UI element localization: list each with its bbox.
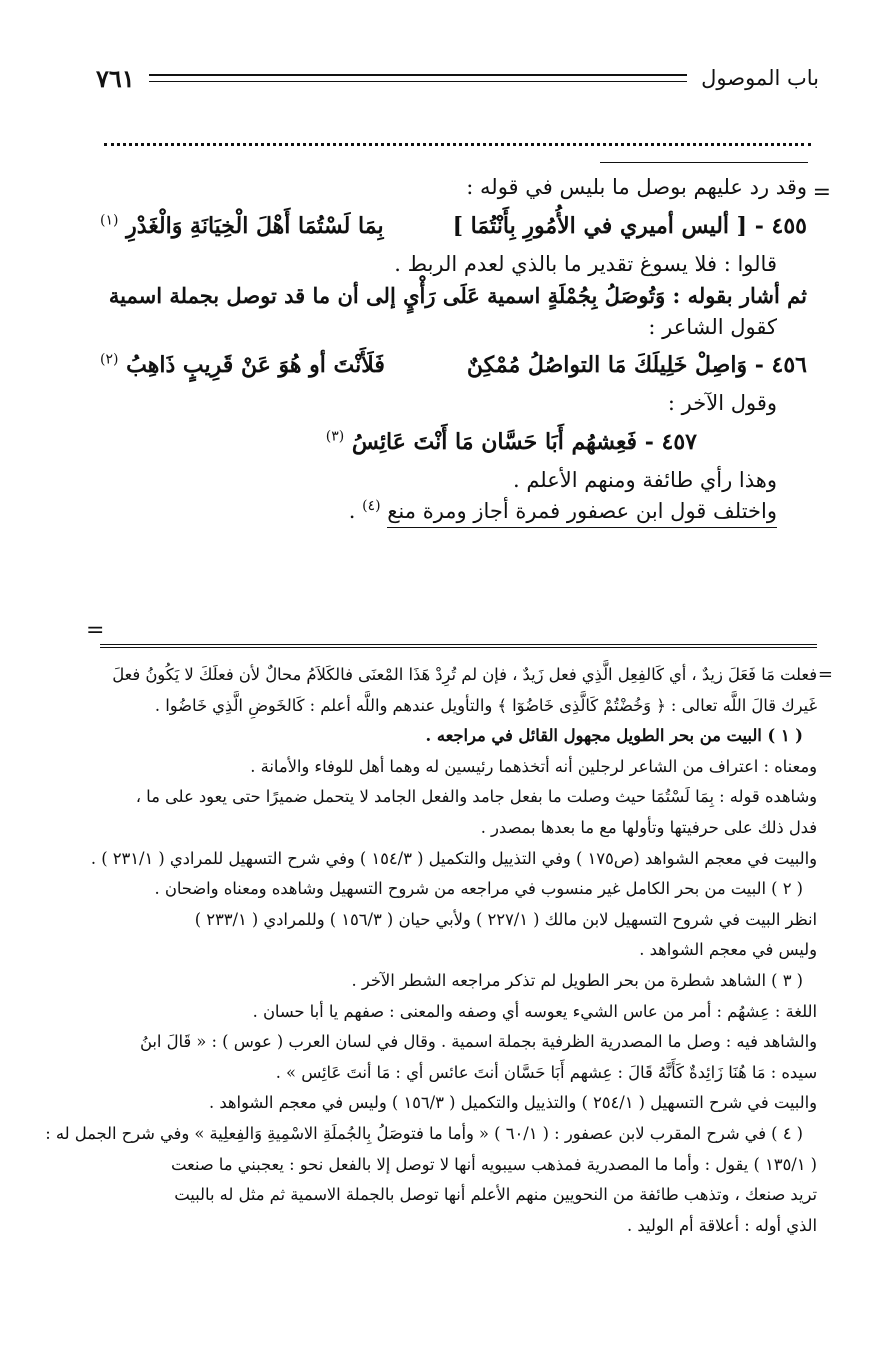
footnote-line: تريد صنعك ، وتذهب طائفة من النحويين منهم الأعلم أنها توصل بالجملة الاسمية ثم مثل له بالبيت (174, 1185, 817, 1205)
footnote-separator (100, 644, 817, 648)
verse-first-hemistich: وَاصِلْ خَلِيلَكَ مَا التواصُلُ مُمْكِنٌ (466, 352, 748, 378)
footnote-line: ( ١٣٥/١ ) يقول : وأما ما المصدرية فمذهب سيبويه أنها لا توصل إلا بالفعل نحو : يعجبني ما صنعت (171, 1154, 817, 1174)
footnote-line: ومعناه : اعتراف من الشاعر لرجلين أنه أتخذهما رئيسين له وهما أهل للوفاء والأمانة . (250, 756, 817, 776)
verse-number: ٤٥٧ - (644, 428, 697, 455)
footnote-line: غَيرك قالَ اللَّه تعالى : ﴿ وَخُضْتُمْ كَالَّذِى خَاضُوٓا ﴾ والتأويل عندهم واللَّه أعلم : كَالخَوضِ الَّذِي خَاضُوا . (154, 695, 817, 715)
footnote-ref: (٢) (100, 351, 119, 368)
footnote-line: انظر البيت في شروح التسهيل لابن مالك ( ٢٢٧/١ ) ولأبي حيان ( ١٥٦/٣ ) وللمرادي ( ٢٣٣/١ ) (194, 909, 817, 929)
short-rule (600, 162, 808, 163)
footnote-line: وشاهده قوله : بِمَا لَسْتُمَا حيث وصلت ما بفعل جامد والفعل الجامد لا يتحمل ضميرًا حتى يعود على ما ، (135, 787, 817, 807)
verse-first-hemistich: [ أليس أميري في الأُمُورِ بِأَنْتُمَا ] (452, 212, 748, 239)
footnote-line: ( ٤ ) في شرح المقرب لابن عصفور : ( ٦٠/١ ) « وأما ما فتوصَلُ بِالجُملَةِ الاسْمِيةِ وَالفِعلِية » وفي شرح الجمل له : (45, 1123, 803, 1143)
page-number: ٧٦١ (96, 63, 135, 93)
sentence-end: . (348, 499, 356, 523)
footnote-line: الذي أوله : أعلاقة أم الوليد . (627, 1215, 817, 1235)
footnote-ref: (٣) (325, 428, 345, 445)
footnote-line: فعلت مَا فَعَلَ زيدٌ ، أي كَالفِعِل الَّذِي فعل زَيدٌ ، فإن لم تُرِدْ هَذَا المْعنَى فالكَلاَمُ محالٌ لأن فعلَكَ لا يَكُونُ فعلَ (112, 665, 817, 684)
intro-line: وقد رد عليهم بوصل ما بليس في قوله : (466, 175, 807, 199)
footnote-line: سيده : مَا هُنَا زَائِدةٌ كَأَنَّهُ قَالَ : عِشهم أَبَا حَسَّان أنتَ عائس أي : مَا أنتَ عَائِس » . (275, 1062, 817, 1082)
footnote-line: ( ١ ) البيت من بحر الطويل مجهول القائل في مراجعه . (425, 726, 803, 746)
paragraph-line: واختلف قول ابن عصفور فمرة أجاز ومرة منع (387, 499, 777, 528)
verse-second-hemistich: بِمَا لَسْتُمَا أَهْلَ الْخِيَانَةِ وَالْغَدْرِ (126, 212, 384, 239)
paragraph-line: وهذا رأي طائفة ومنهم الأعلم . (512, 467, 777, 492)
paragraph-line-wrapper (100, 496, 807, 528)
paragraph-line: قالوا : فلا يسوغ تقدير ما بالذي لعدم الربط . (394, 251, 777, 276)
footnote-ref: (٤) (362, 498, 381, 514)
footnote-line: ( ٢ ) البيت من بحر الكامل غير منسوب في مراجعه من شروح التسهيل وشاهده ومعناه واضحان . (154, 879, 803, 899)
paragraph-line: كقول الشاعر : (648, 314, 777, 339)
paragraph-line: وقول الآخر : (667, 391, 777, 415)
verse-number: ٤٥٥ - (754, 212, 807, 239)
running-title: باب الموصول (701, 66, 819, 90)
verse-second-hemistich: فَلَأَنْتَ أو هُوَ عَنْ قَرِيبٍ ذَاهِبُ (126, 352, 385, 378)
footnote-line: والبيت في شرح التسهيل ( ٢٥٤/١ ) والتذييل والتكميل ( ١٥٦/٣ ) وليس في معجم الشواهد . (209, 1093, 817, 1113)
footnote-line: ( ٣ ) الشاهد شطرة من بحر الطويل لم تذكر مراجعه الشطر الآخر . (351, 970, 803, 990)
page-header (96, 58, 819, 98)
footnote-line: اللغة : عِشهُم : أمر من عاس الشيء يعوسه أي وصفه والمعنى : صفهم يا أبا حسان . (252, 1001, 817, 1021)
continuation-marker-top: = (812, 180, 831, 205)
footnote-line: وليس في معجم الشواهد . (639, 940, 817, 960)
main-text (100, 172, 807, 528)
footnote-ref: (١) (100, 212, 119, 229)
verse-455 (100, 210, 807, 243)
footnote-continuation-marker: = (817, 664, 833, 685)
continuation-marker-bottom: = (86, 618, 105, 643)
paragraph-line: ثم أشار بقوله : وَتُوصَلُ بِجُمْلَةٍ اسمية عَلَى رَأْيٍ إلى أن ما قد توصل بجملة اسمية (108, 283, 807, 308)
footnote-line: والبيت في معجم الشواهد (ص١٧٥ ) وفي التذييل والتكميل ( ١٥٤/٣ ) وفي شرح التسهيل للمرادي ( ٢٣١/١ ) . (90, 848, 817, 868)
verse-456 (100, 349, 807, 382)
header-rule (149, 74, 687, 82)
footnote-line: والشاهد فيه : وصل ما المصدرية الظرفية بجملة اسمية . وقال في لسان العرب ( عوس ) : « قَالَ ابنُ (140, 1032, 817, 1052)
verse-457 (100, 426, 807, 459)
footnote-line: فدل ذلك على حرفيتها وتأولها مع ما بعدها بمصدر . (480, 817, 817, 837)
footnotes (45, 660, 817, 1241)
verse-number: ٤٥٦ - (754, 352, 807, 378)
dotted-separator (104, 143, 811, 146)
verse-text: فَعِشهُم أَبَا حَسَّان مَا أَنْتَ عَائِسُ (351, 428, 638, 455)
